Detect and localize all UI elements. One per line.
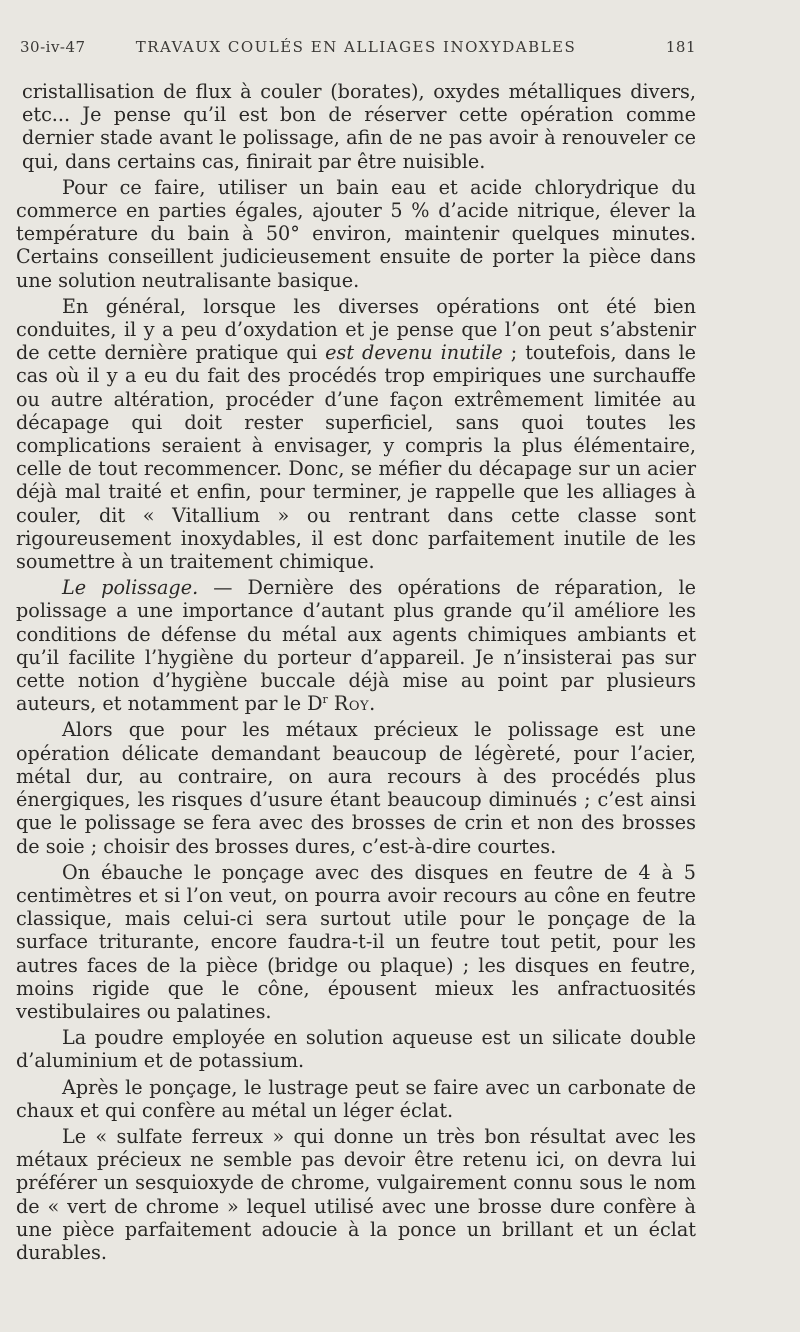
- paragraph-4-text-before: — Dernière des opérations de réparation, le polissage a une importance d’autant plus grande qu’il améliore les conditions de défense du métal aux agents chimiques ambiants et qu’il facilite l’hygiène du porteur d’appareil. Je n’insisterai pas sur cette notion d’hygiène buccale déjà mise au point par plusieurs auteurs, et notamment par le D: [16, 576, 696, 716]
- paragraph-9: Le « sulfate ferreux » qui donne un très bon résultat avec les métaux précieux ne semble pas devoir être retenu ici, on devra lui préférer un sesquioxyde de chrome, vulgairement connu sous le nom de « vert de chrome » lequel utilisé avec une brosse dure confère à une pièce parfaitement adoucie à la ponce un brillant et un éclat durables.: [16, 1124, 696, 1264]
- paragraph-1: cristallisation de flux à couler (borates), oxydes métalliques divers, etc... Je pense qu’il est bon de réserver cette opération comme dernier stade avant le polissage, afin de ne pas avoir à renouveler ce qui, dans certains cas, finirait par être nuisible.: [22, 80, 696, 173]
- paragraph-6: On ébauche le ponçage avec des disques en feutre de 4 à 5 centimètres et si l’on veut, on pourra avoir recours au cône en feutre classique, mais celui-ci sera surtout utile pour le ponçage de la surface triturante, encore faudra-t-il un feutre tout petit, pour les autres faces de la pièce (bridge ou plaque) ; les disques en feutre, moins rigide que le cône, épousent mieux les anfractuosités vestibulaires ou palatines.: [16, 860, 696, 1023]
- running-title: TRAVAUX COULÉS EN ALLIAGES INOXYDABLES: [135, 38, 577, 56]
- paragraph-4-superscript: r: [322, 693, 328, 707]
- paragraph-3-emphasis: est devenu inutile: [325, 341, 503, 365]
- section-heading-polissage: Le polissage.: [62, 576, 199, 600]
- page-number: 181: [665, 38, 696, 56]
- paragraph-2: Pour ce faire, utiliser un bain eau et acide chlorydrique du commerce en parties égales, ajouter 5 % d’acide nitrique, élever la température du bain à 50° environ, maintenir quelques minutes. Certains conseillent judicieusement ensuite de porter la pièce dans une solution neutralisante basique.: [16, 175, 696, 292]
- paragraph-4: [16, 576, 696, 715]
- paragraph-3-text-after: ; toutefois, dans le cas où il y a eu du fait des procédés trop empiriques une surchauffe ou autre altération, procéder d’une façon extrêmement limitée au décapage qui doit rester superficiel, sans quoi toutes les complications seraient à envisager, y compris la plus élémentaire, celle de tout recommencer. Donc, se méfier du décapage sur un acier déjà mal traité et enfin, pour terminer, je rappelle que les alliages à couler, dit « Vitallium » ou rentrant dans cette classe sont rigoureusement inoxydables, il est donc parfaitement inutile de les soumettre à un traitement chimique.: [16, 341, 697, 574]
- paragraph-4-text-after: .: [369, 692, 376, 716]
- running-header: [16, 38, 696, 64]
- page-body: [16, 80, 696, 1264]
- header-date: 30-iv-47: [20, 38, 86, 56]
- paragraph-7: La poudre employée en solution aqueuse est un silicate double d’aluminium et de potassium.: [16, 1026, 696, 1073]
- author-name: Roy: [333, 692, 370, 716]
- paragraph-8: Après le ponçage, le lustrage peut se faire avec un carbonate de chaux et qui confère au métal un léger éclat.: [16, 1075, 696, 1122]
- paragraph-3-text-before: En général, lorsque les diverses opérations ont été bien conduites, il y a peu d’oxydation et je pense que l’on peut s’abstenir de cette dernière pratique qui: [16, 294, 696, 365]
- paragraph-3: [16, 295, 696, 573]
- paragraph-5: Alors que pour les métaux précieux le polissage est une opération délicate demandant beaucoup de légèreté, pour l’acier, métal dur, au contraire, on aura recours à des procédés plus énergiques, les risques d’usure étant beaucoup diminués ; c’est ainsi que le polissage se fera avec des brosses de crin et non des brosses de soie ; choisir des brosses dures, c’est-à-dire courtes.: [16, 718, 696, 858]
